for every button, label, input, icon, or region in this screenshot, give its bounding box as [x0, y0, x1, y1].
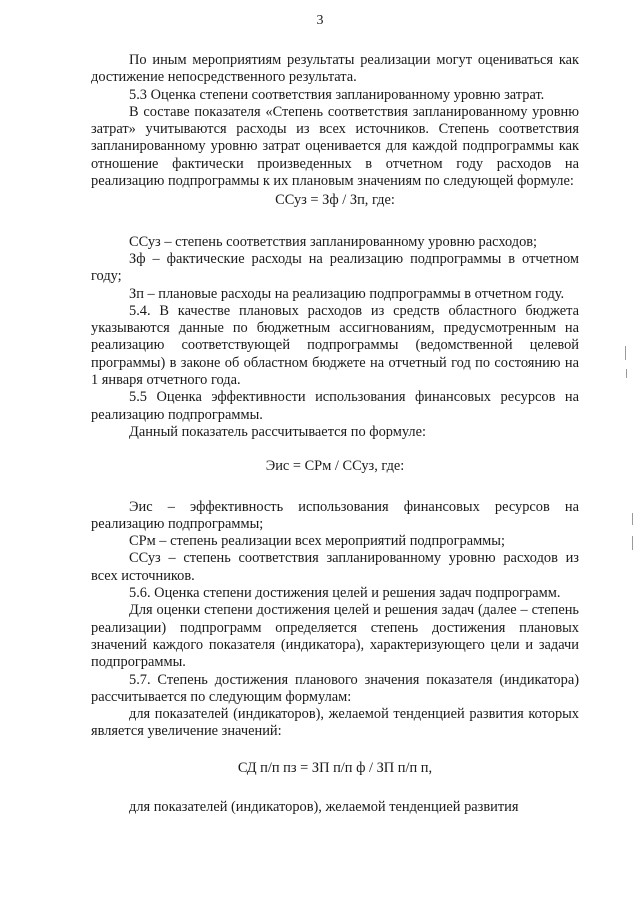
formula-eis: Эис = СРм / ССуз, где: — [265, 458, 405, 475]
paragraph: Данный показатель рассчитывается по формуле: — [129, 423, 426, 440]
paragraph: для показателей (индикаторов), желаемой тенденцией развития — [129, 798, 519, 815]
definition-srm: СРм – степень реализации всех мероприятий подпрограммы; — [129, 533, 505, 550]
page-number: 3 — [316, 13, 324, 28]
definition-ccuz-all: ССуз – степень соответствия запланированному уровню расходов из всех источников. — [91, 550, 579, 584]
paragraph: В составе показателя «Степень соответствия запланированному уровню затрат» учитываются расходы из всех источников. Степень соответствия запланированному уровню затрат оценивается для каждой подпрограммы как отношение фактически произведенных в отчетном году расходов на реализацию подпрограммы к их плановым значениям по следующей формуле: — [91, 103, 579, 190]
section-heading-5-3: 5.3 Оценка степени соответствия запланированному уровню затрат. — [129, 86, 545, 103]
scan-mark — [625, 346, 626, 360]
paragraph: Для оценки степени достижения целей и решения задач (далее – степень реализации) подпрограмм определяется степень достижения плановых значений каждого показателя (индикатора), характеризующего цели и задачи подпрограммы. — [91, 602, 579, 671]
section-5-4: 5.4. В качестве плановых расходов из средств областного бюджета указываются данные по бюджетным ассигнованиям, предусмотренным на реализацию соответствующей подпрограммы (ведомственной целевой программы) в законе об областном бюджете на отчетный год по состоянию на 1 января отчетного года. — [91, 302, 579, 389]
formula-sd: СД п/п пз = ЗП п/п ф / ЗП п/п п, — [237, 759, 433, 776]
definition-zp: Зп – плановые расходы на реализацию подпрограммы в отчетном году. — [129, 285, 565, 302]
document-body — [91, 52, 579, 816]
section-5-7: 5.7. Степень достижения планового значения показателя (индикатора) рассчитывается по следующим формулам: — [91, 671, 579, 705]
definition-eis: Эис – эффективность использования финансовых ресурсов на реализацию подпрограммы; — [91, 498, 579, 532]
section-heading-5-5: 5.5 Оценка эффективности использования финансовых ресурсов на реализацию подпрограммы. — [91, 389, 579, 423]
paragraph: По иным мероприятиям результаты реализации могут оцениваться как достижение непосредственного результата. — [91, 52, 579, 86]
definition-ccuz: ССуз – степень соответствия запланированному уровню расходов; — [129, 233, 538, 250]
definition-zf: Зф – фактические расходы на реализацию подпрограммы в отчетном году; — [91, 250, 579, 285]
scan-mark — [632, 536, 633, 550]
scan-mark — [632, 513, 633, 525]
formula-ccuz: ССуз = Зф / Зп, где: — [275, 192, 395, 209]
paragraph: для показателей (индикаторов), желаемой тенденцией развития которых является увеличение значений: — [91, 706, 579, 740]
scan-mark — [626, 369, 627, 378]
section-heading-5-6: 5.6. Оценка степени достижения целей и решения задач подпрограмм. — [129, 585, 561, 602]
